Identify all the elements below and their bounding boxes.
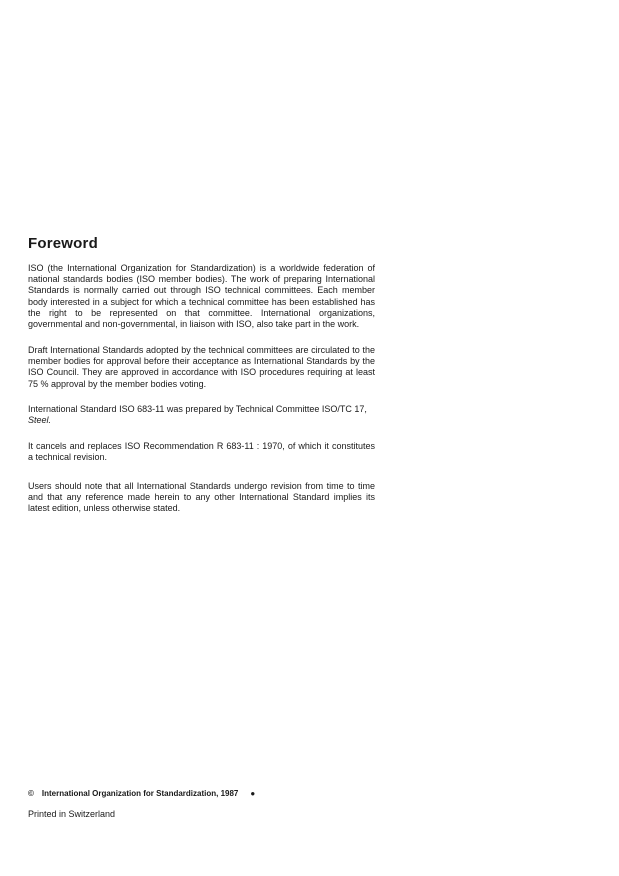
- foreword-heading: Foreword: [28, 235, 98, 252]
- copyright-notice: [28, 789, 255, 798]
- copyright-symbol: ©: [28, 789, 34, 798]
- committee-name: Steel.: [28, 415, 52, 426]
- foreword-paragraph-revision-note: Users should note that all International Standards undergo revision from time to time and that any reference made herein to any other International Standard implies its latest edition, unless otherwise stated.: [28, 481, 375, 514]
- copyright-text: International Organization for Standardization, 1987: [41, 789, 239, 798]
- standard-statement: International Standard ISO 683-11 was prepared by Technical Committee ISO/TC 17,: [28, 404, 367, 414]
- foreword-paragraph-cancellation: It cancels and replaces ISO Recommendation R 683-11 : 1970, of which it constitutes a technical revision.: [28, 441, 375, 463]
- foreword-paragraph-iso-overview: ISO (the International Organization for Standardization) is a worldwide federation of national standards bodies (ISO member bodies). The work of preparing International Standards is normally carried out through ISO technical committees. Each member body interested in a subject for which a technical committee has been established has the right to be represented on that committee. International organizations, governmental and non-governmental, in liaison with ISO, also take part in the work.: [28, 263, 375, 330]
- printed-location: Printed in Switzerland: [28, 809, 116, 819]
- foreword-paragraph-draft-approval: Draft International Standards adopted by the technical committees are circulated to the member bodies for approval before their acceptance as International Standards by the ISO Council. They are approved in accordance with ISO procedures requiring at least 75 % approval by the member bodies voting.: [28, 345, 375, 389]
- foreword-paragraph-standard-preparation: [28, 404, 375, 426]
- bullet-icon: ●: [250, 789, 256, 798]
